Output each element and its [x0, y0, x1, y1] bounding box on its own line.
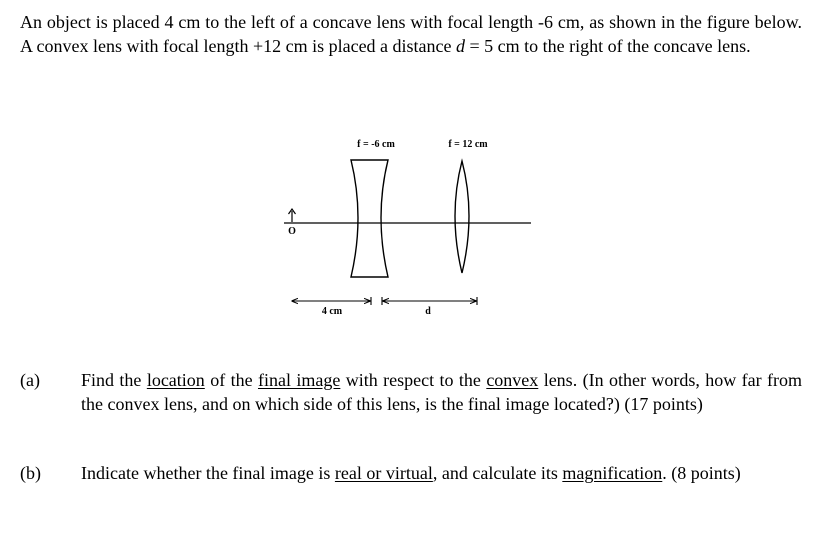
distance-arrow-object-concave [292, 297, 371, 305]
question-a-label: (a) [20, 370, 40, 390]
distance-label-d: d [425, 306, 431, 317]
problem-statement [20, 10, 802, 58]
distance-arrow-d [382, 297, 477, 305]
object-label: O [288, 226, 296, 237]
lens-diagram-svg [270, 130, 540, 330]
lens-diagram [270, 130, 540, 330]
question-b-text-1: Indicate whether the final image is [81, 463, 335, 483]
question-b-text [81, 461, 802, 485]
question-a [20, 368, 802, 416]
question-a-underline-location: location [146, 370, 205, 390]
distance-label-4cm: 4 cm [321, 306, 343, 317]
object-arrow [289, 209, 296, 222]
concave-lens [351, 160, 388, 277]
intro-text-1: An object is placed 4 cm to the left of a concave lens with focal length -6 cm, as shown in the figure below. A convex lens with focal length +12 cm is placed a distance [20, 12, 802, 56]
question-a-underline-convex: convex [486, 370, 539, 390]
question-a-text-1: Find the [81, 370, 147, 390]
question-a-underline-final-image: final image [257, 370, 341, 390]
question-b [20, 461, 802, 485]
question-a-text-2: of the [204, 370, 258, 390]
intro-text-2: = 5 cm to the right of the concave lens. [465, 36, 751, 56]
question-a-text-3: with respect to the [340, 370, 487, 390]
concave-focal-label: f = -6 cm [357, 139, 395, 150]
question-b-label: (b) [20, 463, 41, 483]
question-a-text-4: lens. (In other words, how far from the convex lens, and on which side of this lens, is the final image located?) (17 points) [81, 370, 803, 414]
convex-lens [455, 161, 469, 273]
question-b-underline-magnification: magnification [562, 463, 663, 483]
convex-focal-label: f = 12 cm [448, 139, 488, 150]
distance-variable: d [456, 36, 466, 56]
question-b-text-3: . (8 points) [662, 463, 741, 483]
question-b-underline-real-or-virtual: real or virtual [334, 463, 433, 483]
question-a-text [81, 368, 802, 416]
question-b-text-2: , and calculate its [432, 463, 563, 483]
